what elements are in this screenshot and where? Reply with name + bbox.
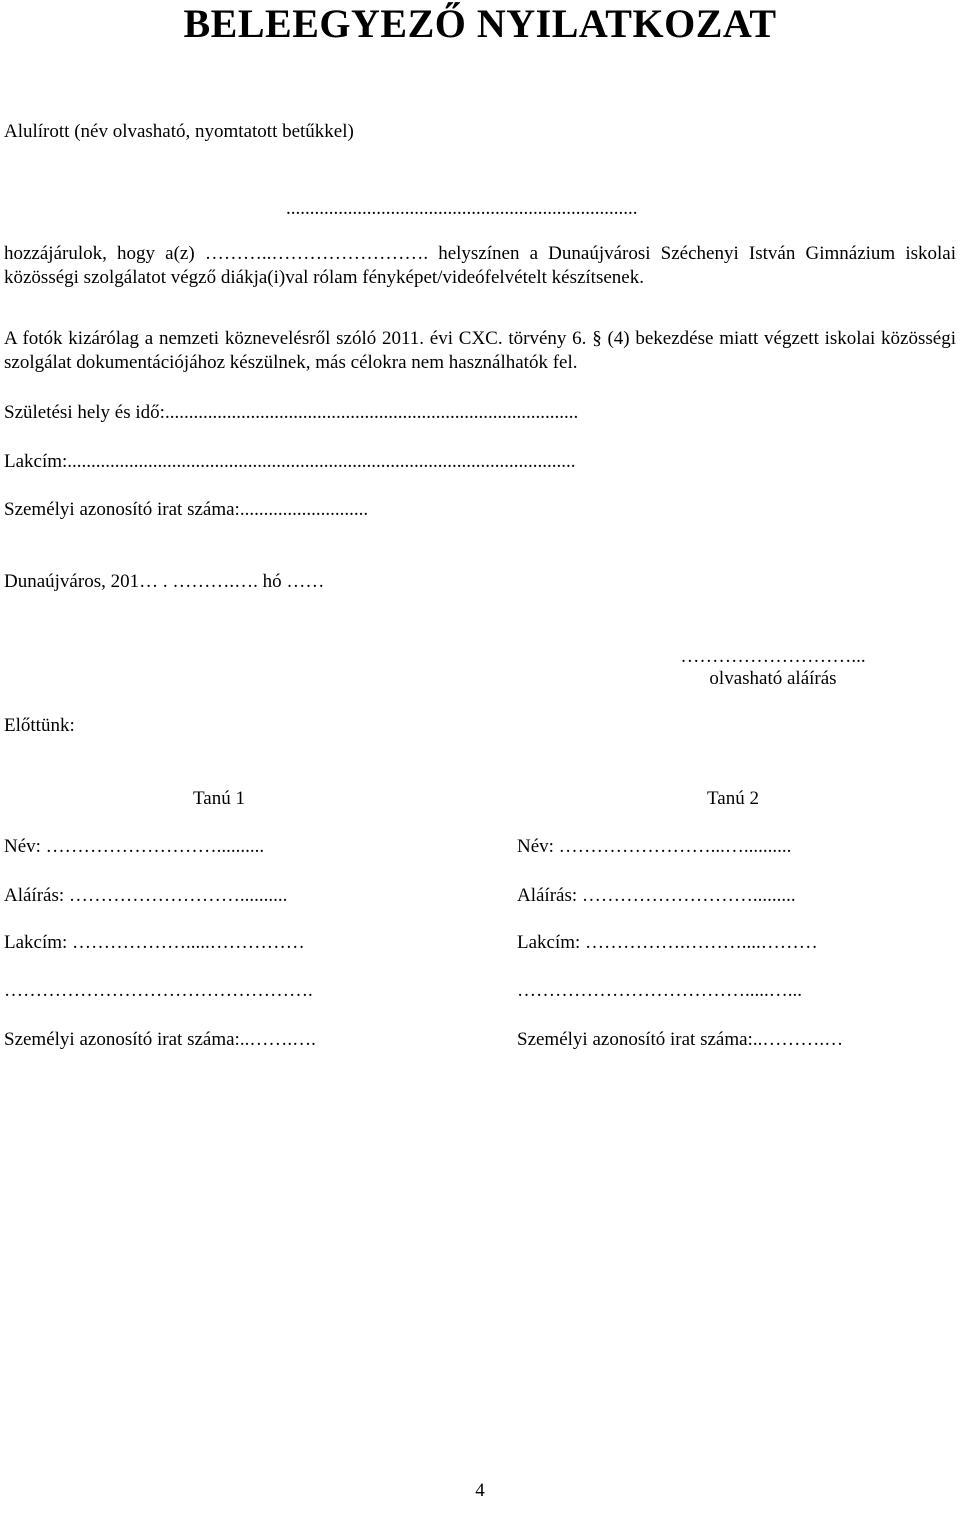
witnesses-heading: Előttünk: [4, 715, 75, 736]
witness1-address-continued: …………………………………………. [4, 980, 313, 1001]
witness1-heading: Tanú 1 [193, 788, 245, 809]
witness2-name: Név: ……………………...….......... [517, 836, 792, 857]
witness1-name: Név: ……………………….......... [4, 836, 265, 857]
address-field: Lakcím:........................................................................................................... [4, 451, 576, 472]
signature-label: olvasható aláírás [709, 668, 837, 689]
witness1-signature: Aláírás: ……………………….......... [4, 885, 288, 906]
witness2-heading: Tanú 2 [707, 788, 759, 809]
id-number-field: Személyi azonosító irat száma:........................... [4, 499, 369, 520]
witness2-signature: Aláírás: ………………………......... [517, 885, 796, 906]
witness1-id: Személyi azonosító irat száma:..…….…. [4, 1029, 316, 1050]
name-line: .......................................................................... [286, 198, 638, 219]
birth-field: Születési hely és idő:....................................................................................... [4, 402, 579, 423]
witness1-address: Lakcím: ……………….....…………… [4, 932, 305, 953]
intro-text: Alulírott (név olvasható, nyomtatott betűkkel) [4, 121, 354, 142]
signature-line: ………………………... [680, 646, 866, 667]
document-title: BELEEGYEZŐ NYILATKOZAT [183, 1, 777, 46]
page-number: 4 [475, 1480, 485, 1501]
witness2-id: Személyi azonosító irat száma:..……….… [517, 1029, 844, 1050]
legal-paragraph: A fotók kizárólag a nemzeti köznevelésről szóló 2011. évi CXC. törvény 6. § (4) bekezdése miatt végzett iskolai közösségi szolgálat dokumentációjához készülnek, más célokra nem használhatók fel. [4, 328, 956, 373]
witness2-address: Lakcím: …………….………....……… [517, 932, 818, 953]
date-line: Dunaújváros, 201… . ……….…. hó …… [4, 571, 325, 592]
witness2-address-continued: ……………………………….....…... [517, 980, 802, 1001]
consent-paragraph: hozzájárulok, hogy a(z) ………..……………………. helyszínen a Dunaújvárosi Széchenyi István Gimnázium iskolai közösségi szolgálatot végző diákja(i)val rólam fényképet/videófelvételt készítsenek. [4, 243, 956, 288]
